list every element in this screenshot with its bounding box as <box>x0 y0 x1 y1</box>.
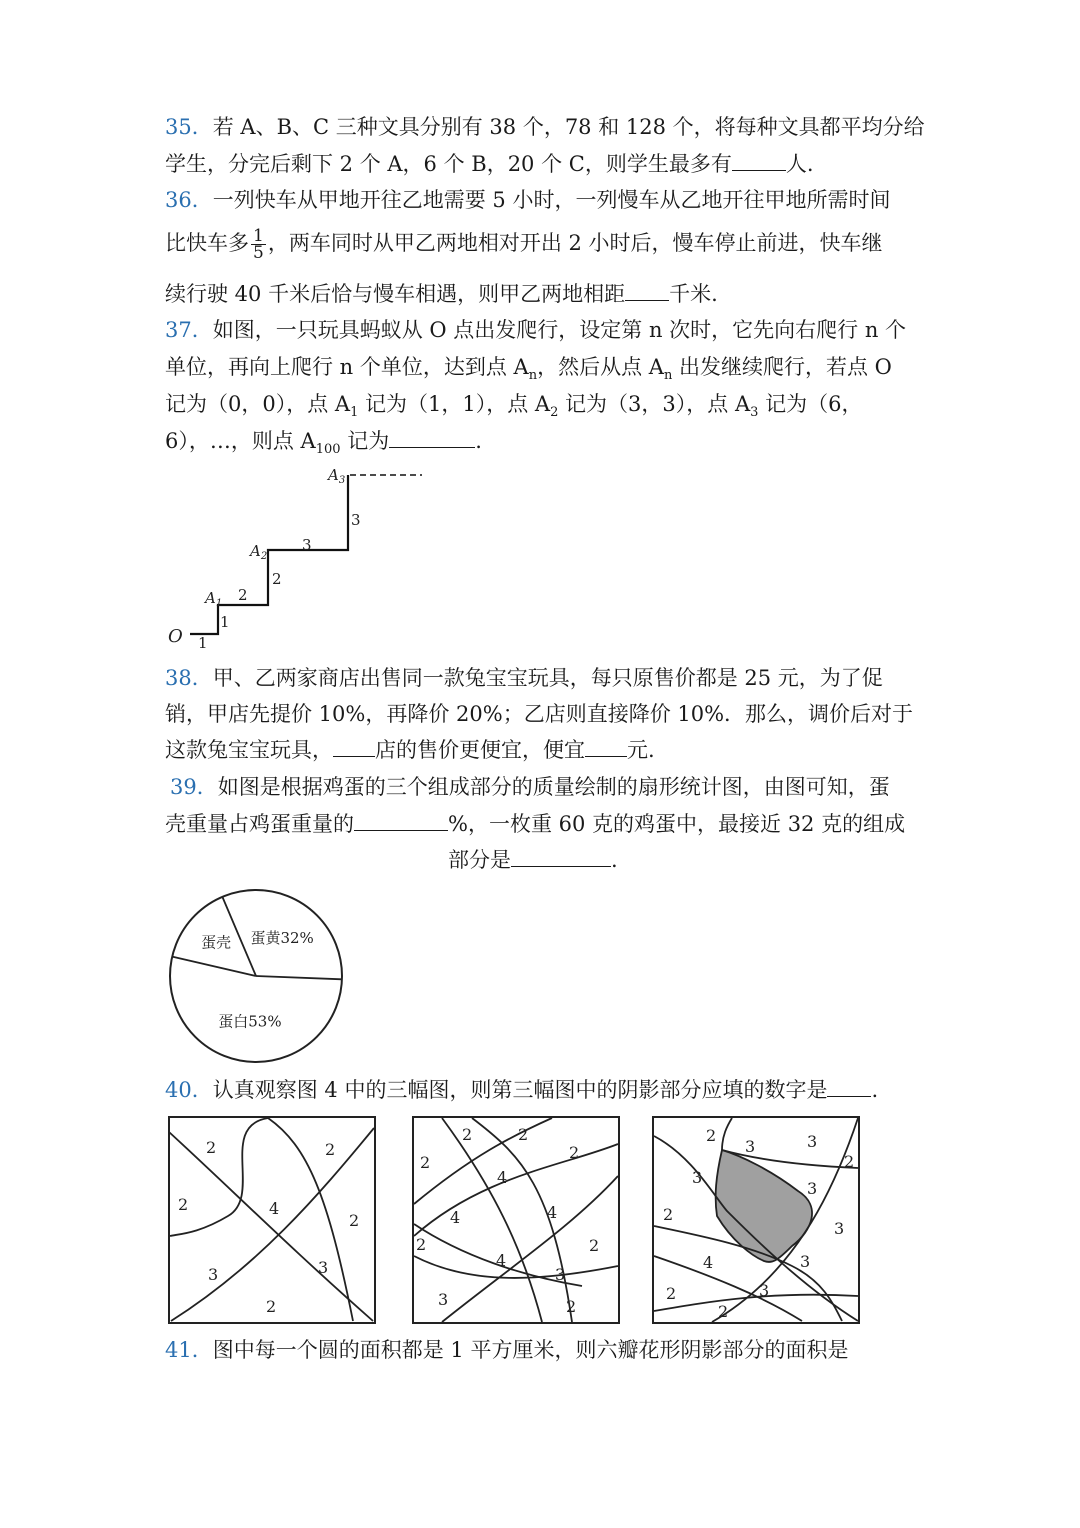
q38-line3: 这款兔宝宝玩具， 店的售价更便宜，便宜 元. <box>165 738 655 762</box>
q37-line2: 单位，再向上爬行 n 个单位，达到点 $A_n$，然后从点 $A_n$ 出发继续爬行，若点 O <box>165 355 892 384</box>
q39-percent-blank[interactable] <box>354 810 448 831</box>
q37-answer-blank[interactable] <box>389 427 475 448</box>
pattern-figure-2 <box>412 1116 620 1324</box>
pattern-figure-3 <box>652 1116 860 1324</box>
shaded-region <box>716 1150 812 1262</box>
q38-amount-blank[interactable] <box>585 736 627 757</box>
svg-text:2: 2 <box>663 1205 674 1224</box>
label-h1: 1 <box>198 634 208 652</box>
q38-number: 38． <box>165 666 213 690</box>
q37-line1: 37．如图，一只玩具蚂蚁从 O 点出发爬行，设定第 n 次时，它先向右爬行 n 个 <box>165 318 907 342</box>
svg-text:3: 3 <box>834 1219 845 1238</box>
pie-label-蛋壳: 蛋壳 <box>201 933 232 952</box>
svg-text:2: 2 <box>569 1143 580 1162</box>
staircase-path <box>190 475 348 634</box>
label-v2: 2 <box>272 570 282 588</box>
svg-text:2: 2 <box>718 1302 729 1321</box>
q38-line1: 38．甲、乙两家商店出售同一款兔宝宝玩具，每只原售价都是 25 元，为了促 <box>165 666 883 690</box>
q41-number: 41． <box>165 1338 213 1362</box>
q37-number: 37． <box>165 318 213 342</box>
q40-answer-blank[interactable] <box>827 1076 871 1097</box>
svg-text:2: 2 <box>178 1195 189 1214</box>
svg-text:3: 3 <box>438 1290 449 1309</box>
q38-store-blank[interactable] <box>333 736 375 757</box>
svg-text:4: 4 <box>703 1253 714 1272</box>
label-h3: 3 <box>302 536 312 554</box>
svg-text:3: 3 <box>807 1179 818 1198</box>
svg-text:2: 2 <box>566 1297 577 1316</box>
q35-line2: 学生，分完后剩下 2 个 A，6 个 B，20 个 C，则学生最多有 人. <box>165 152 814 176</box>
svg-text:3: 3 <box>745 1137 756 1156</box>
q39-part-blank[interactable] <box>511 846 611 867</box>
q36-line2: 比快车多 $\frac{1}{5}$ ，两车同时从甲乙两地相对开出 2 小时后，慢车停止前进，快车继 <box>165 226 883 263</box>
label-v3: 3 <box>351 511 361 529</box>
svg-text:2: 2 <box>666 1284 677 1303</box>
svg-text:2: 2 <box>844 1152 855 1171</box>
svg-text:3: 3 <box>208 1265 219 1284</box>
svg-text:2: 2 <box>518 1125 529 1144</box>
q39-line2: 壳重量占鸡蛋重量的 %，一枚重 60 克的鸡蛋中，最接近 32 克的组成 <box>165 812 906 836</box>
q35-number: 35． <box>165 115 213 139</box>
svg-text:3: 3 <box>807 1132 818 1151</box>
pattern-figure-1 <box>168 1116 376 1324</box>
q36-line3: 续行驶 40 千米后恰与慢车相遇，则甲乙两地相距 千米. <box>165 282 718 306</box>
svg-text:2: 2 <box>706 1126 717 1145</box>
svg-text:4: 4 <box>496 1251 507 1270</box>
svg-text:2: 2 <box>589 1236 600 1255</box>
svg-text:4: 4 <box>497 1168 508 1187</box>
svg-text:2: 2 <box>206 1138 217 1157</box>
svg-text:2: 2 <box>266 1297 277 1316</box>
staircase-figure <box>160 462 440 662</box>
svg-text:3: 3 <box>800 1252 811 1271</box>
q39-line3: 部分是 . <box>448 848 618 872</box>
svg-text:4: 4 <box>450 1208 461 1227</box>
q40-line1: 40．认真观察图 4 中的三幅图，则第三幅图中的阴影部分应填的数字是 . <box>165 1078 879 1102</box>
svg-text:3: 3 <box>692 1168 703 1187</box>
q36-answer-blank[interactable] <box>625 280 669 301</box>
q35-answer-blank[interactable] <box>732 150 786 171</box>
q35-line1: 35．若 A、B、C 三种文具分别有 38 个，78 和 128 个，将每种文具都平均分给 <box>165 115 925 139</box>
q36-number: 36． <box>165 188 213 212</box>
svg-text:2: 2 <box>420 1153 431 1172</box>
label-O: O <box>168 626 183 647</box>
pie-label-蛋白: 蛋白53% <box>218 1012 282 1031</box>
svg-text:3: 3 <box>759 1281 770 1300</box>
fraction-one-fifth: $\frac{1}{5}$ <box>253 226 264 263</box>
q37-line4: 6），…，则点 $A_{100}$ 记为 . <box>165 429 482 458</box>
svg-text:2: 2 <box>325 1140 336 1159</box>
svg-text:2: 2 <box>462 1125 473 1144</box>
q36-line1: 36．一列快车从甲地开往乙地需要 5 小时，一列慢车从乙地开往甲地所需时间 <box>165 188 891 212</box>
svg-text:2: 2 <box>416 1235 427 1254</box>
svg-text:3: 3 <box>318 1258 329 1277</box>
label-A1: $A_1$ <box>205 589 223 609</box>
q37-line3: 记为（0，0），点 $A_1$ 记为（1，1），点 $A_2$ 记为（3，3），点 $A_3$ 记为（6， <box>165 392 863 421</box>
pie-label-蛋黄: 蛋黄32% <box>250 929 314 948</box>
label-A2: $A_2$ <box>250 542 268 562</box>
label-h2: 2 <box>238 586 248 604</box>
q39-line1: 39．如图是根据鸡蛋的三个组成部分的质量绘制的扇形统计图，由图可知，蛋 <box>170 775 890 799</box>
q41-line1: 41．图中每一个圆的面积都是 1 平方厘米，则六瓣花形阴影部分的面积是 <box>165 1338 849 1362</box>
q40-number: 40． <box>165 1078 213 1102</box>
q38-line2: 销，甲店先提价 10%，再降价 20%；乙店则直接降价 10%．那么，调价后对于 <box>165 702 914 726</box>
q39-number: 39． <box>170 775 218 799</box>
egg-pie-chart <box>168 888 344 1064</box>
label-A3: $A_3$ <box>328 466 346 486</box>
svg-text:4: 4 <box>269 1199 280 1218</box>
svg-text:3: 3 <box>555 1265 566 1284</box>
label-v1: 1 <box>220 613 230 631</box>
svg-text:4: 4 <box>547 1203 558 1222</box>
svg-text:2: 2 <box>349 1211 360 1230</box>
